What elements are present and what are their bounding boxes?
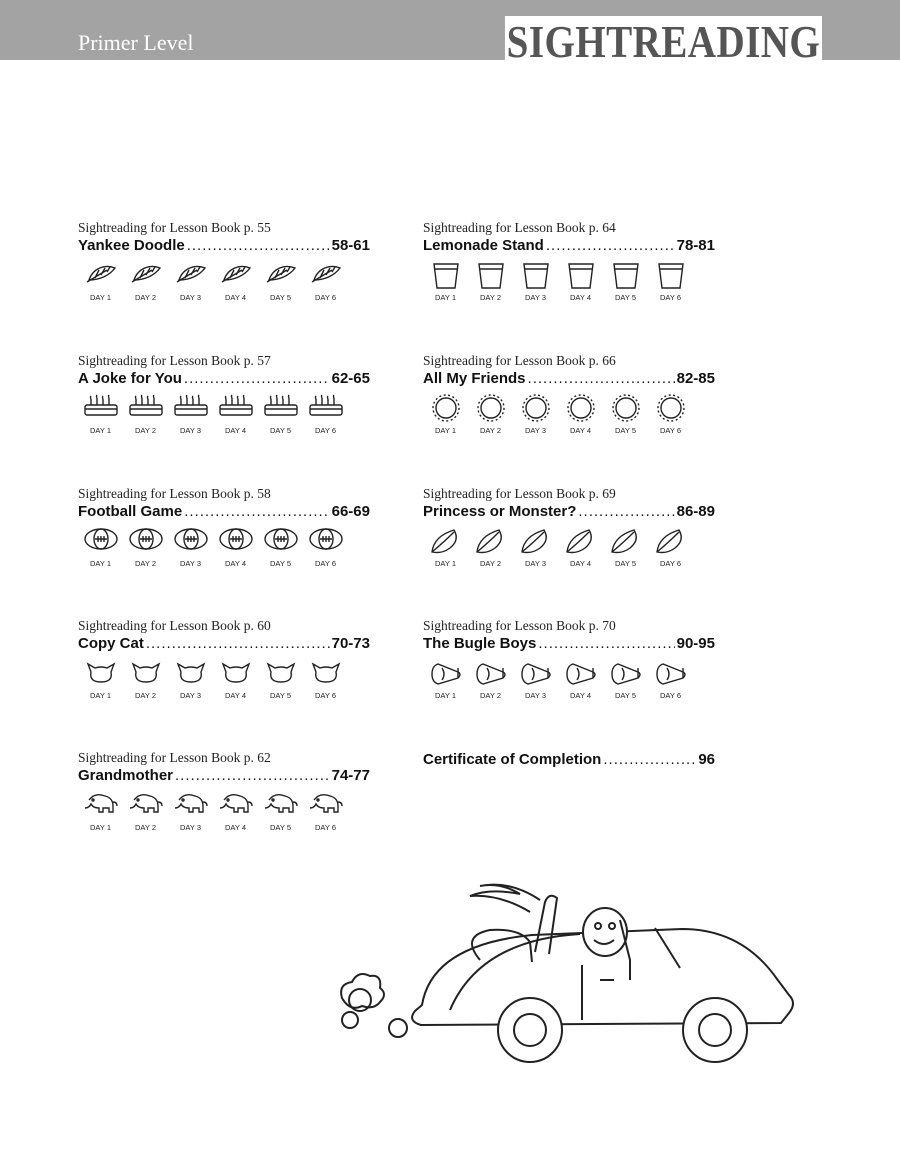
entry-title-line <box>78 502 370 522</box>
cup-icon <box>518 260 554 290</box>
piece-title: Grandmother <box>78 767 174 784</box>
day-checkbox[interactable] <box>648 658 693 700</box>
elephant-icon <box>128 790 164 820</box>
cup-icon <box>428 260 464 290</box>
day-checkbox[interactable] <box>468 658 513 700</box>
leader-dots <box>184 502 329 522</box>
practice-days <box>78 526 370 568</box>
bugle-icon <box>428 658 464 688</box>
day-label: DAY 5 <box>270 559 291 568</box>
day-checkbox[interactable] <box>513 393 558 435</box>
day-label: DAY 5 <box>615 426 636 435</box>
day-label: DAY 3 <box>180 823 201 832</box>
entry-title-line <box>423 236 715 256</box>
day-checkbox[interactable] <box>78 393 123 435</box>
day-checkbox[interactable] <box>78 526 123 568</box>
day-checkbox[interactable] <box>123 526 168 568</box>
cup-icon <box>563 260 599 290</box>
leaf-icon <box>518 526 554 556</box>
day-label: DAY 2 <box>480 293 501 302</box>
day-label: DAY 6 <box>660 691 681 700</box>
day-checkbox[interactable] <box>213 790 258 832</box>
day-checkbox[interactable] <box>258 658 303 700</box>
day-checkbox[interactable] <box>303 658 348 700</box>
day-checkbox[interactable] <box>168 526 213 568</box>
leader-dots <box>528 369 675 389</box>
bugle-icon <box>473 658 509 688</box>
day-label: DAY 2 <box>135 823 156 832</box>
day-checkbox[interactable] <box>123 790 168 832</box>
piece-title: All My Friends <box>423 370 526 387</box>
contents-entry[interactable] <box>423 618 715 700</box>
piece-title: Copy Cat <box>78 635 144 652</box>
day-checkbox[interactable] <box>468 526 513 568</box>
elephant-icon <box>83 790 119 820</box>
day-checkbox[interactable] <box>78 790 123 832</box>
day-label: DAY 3 <box>525 293 546 302</box>
page-range: 86-89 <box>676 503 715 520</box>
day-checkbox[interactable] <box>648 260 693 302</box>
feather-icon <box>263 260 299 290</box>
elephant-icon <box>263 790 299 820</box>
practice-days <box>78 790 370 832</box>
feather-icon <box>308 260 344 290</box>
lesson-book-reference: Sightreading for Lesson Book p. 62 <box>78 750 271 765</box>
entry-title-line <box>78 236 370 256</box>
day-checkbox[interactable] <box>78 658 123 700</box>
day-checkbox[interactable] <box>603 393 648 435</box>
cat-icon <box>128 658 164 688</box>
day-label: DAY 1 <box>90 426 111 435</box>
cup-icon <box>473 260 509 290</box>
piece-title: Football Game <box>78 503 183 520</box>
leader-dots <box>175 766 330 786</box>
leader-dots <box>187 236 330 256</box>
entry-title-line <box>423 369 715 389</box>
lesson-book-reference: Sightreading for Lesson Book p. 69 <box>423 486 616 501</box>
lesson-book-reference: Sightreading for Lesson Book p. 58 <box>78 486 271 501</box>
cup-icon <box>608 260 644 290</box>
cake-icon <box>218 393 254 423</box>
day-checkbox[interactable] <box>123 658 168 700</box>
day-label: DAY 3 <box>525 691 546 700</box>
football-icon <box>263 526 299 556</box>
leader-dots <box>578 502 674 522</box>
day-checkbox[interactable] <box>303 260 348 302</box>
day-label: DAY 2 <box>135 293 156 302</box>
day-label: DAY 6 <box>315 559 336 568</box>
football-icon <box>218 526 254 556</box>
cake-icon <box>263 393 299 423</box>
day-checkbox[interactable] <box>213 260 258 302</box>
day-label: DAY 4 <box>225 426 246 435</box>
leader-dots <box>146 634 330 654</box>
day-checkbox[interactable] <box>648 393 693 435</box>
day-label: DAY 5 <box>270 823 291 832</box>
day-label: DAY 1 <box>90 559 111 568</box>
contents-entry[interactable] <box>78 486 370 568</box>
day-checkbox[interactable] <box>558 393 603 435</box>
sun-icon <box>473 393 509 423</box>
day-label: DAY 2 <box>135 559 156 568</box>
lesson-book-reference: Sightreading for Lesson Book p. 57 <box>78 353 271 368</box>
practice-days <box>423 526 715 568</box>
elephant-icon <box>308 790 344 820</box>
day-label: DAY 4 <box>570 691 591 700</box>
day-checkbox[interactable] <box>258 790 303 832</box>
page-range: 74-77 <box>331 767 370 784</box>
day-checkbox[interactable] <box>558 658 603 700</box>
cake-icon <box>83 393 119 423</box>
day-label: DAY 5 <box>270 426 291 435</box>
practice-days <box>423 658 715 700</box>
cat-icon <box>308 658 344 688</box>
day-label: DAY 6 <box>315 293 336 302</box>
day-label: DAY 4 <box>570 559 591 568</box>
bugle-icon <box>608 658 644 688</box>
football-icon <box>173 526 209 556</box>
day-checkbox[interactable] <box>513 260 558 302</box>
convertible-car-icon <box>320 870 800 1075</box>
piece-title: A Joke for You <box>78 370 182 387</box>
certificate-title: Certificate of Completion <box>423 751 602 768</box>
day-checkbox[interactable] <box>213 658 258 700</box>
lesson-book-reference: Sightreading for Lesson Book p. 60 <box>78 618 271 633</box>
contents-entry[interactable] <box>78 220 370 302</box>
practice-days <box>78 260 370 302</box>
contents-entry[interactable] <box>78 618 370 700</box>
day-label: DAY 6 <box>315 426 336 435</box>
day-label: DAY 5 <box>615 293 636 302</box>
football-icon <box>128 526 164 556</box>
elephant-icon <box>218 790 254 820</box>
leaf-icon <box>653 526 689 556</box>
day-label: DAY 6 <box>660 293 681 302</box>
day-checkbox[interactable] <box>123 260 168 302</box>
day-checkbox[interactable] <box>603 526 648 568</box>
day-checkbox[interactable] <box>423 526 468 568</box>
bugle-icon <box>518 658 554 688</box>
practice-days <box>78 658 370 700</box>
entry-title-line <box>423 634 715 654</box>
sun-icon <box>608 393 644 423</box>
lesson-book-reference: Sightreading for Lesson Book p. 70 <box>423 618 616 633</box>
day-checkbox[interactable] <box>603 658 648 700</box>
day-checkbox[interactable] <box>648 526 693 568</box>
leader-dots <box>538 634 674 654</box>
day-checkbox[interactable] <box>303 790 348 832</box>
day-checkbox[interactable] <box>468 393 513 435</box>
day-label: DAY 6 <box>660 559 681 568</box>
lesson-book-reference: Sightreading for Lesson Book p. 55 <box>78 220 271 235</box>
piece-title: Yankee Doodle <box>78 237 185 254</box>
day-label: DAY 3 <box>525 426 546 435</box>
sun-icon <box>653 393 689 423</box>
day-checkbox[interactable] <box>213 526 258 568</box>
day-checkbox[interactable] <box>258 526 303 568</box>
day-checkbox[interactable] <box>168 393 213 435</box>
lesson-book-reference: Sightreading for Lesson Book p. 64 <box>423 220 616 235</box>
bugle-icon <box>563 658 599 688</box>
elephant-icon <box>173 790 209 820</box>
day-label: DAY 4 <box>225 691 246 700</box>
leaf-icon <box>563 526 599 556</box>
feather-icon <box>128 260 164 290</box>
day-label: DAY 2 <box>135 426 156 435</box>
cake-icon <box>308 393 344 423</box>
day-label: DAY 1 <box>435 293 456 302</box>
day-checkbox[interactable] <box>423 658 468 700</box>
day-label: DAY 2 <box>480 559 501 568</box>
certificate-pages: 96 <box>698 751 715 768</box>
contents-entry[interactable] <box>423 486 715 568</box>
entry-title-line <box>78 766 370 786</box>
sun-icon <box>518 393 554 423</box>
day-checkbox[interactable] <box>423 393 468 435</box>
day-checkbox[interactable] <box>78 260 123 302</box>
day-label: DAY 1 <box>435 559 456 568</box>
day-checkbox[interactable] <box>423 260 468 302</box>
day-checkbox[interactable] <box>558 260 603 302</box>
header-bar <box>0 0 900 67</box>
cat-icon <box>218 658 254 688</box>
football-icon <box>308 526 344 556</box>
day-checkbox[interactable] <box>258 393 303 435</box>
day-checkbox[interactable] <box>258 260 303 302</box>
practice-days <box>423 393 715 435</box>
cat-icon <box>263 658 299 688</box>
sun-icon <box>563 393 599 423</box>
day-checkbox[interactable] <box>558 526 603 568</box>
day-checkbox[interactable] <box>168 790 213 832</box>
certificate-entry[interactable] <box>423 750 715 770</box>
page-title: SIGHTREADING <box>506 16 821 67</box>
day-checkbox[interactable] <box>168 658 213 700</box>
day-label: DAY 2 <box>135 691 156 700</box>
leader-dots <box>184 369 330 389</box>
page-range: 58-61 <box>331 237 370 254</box>
feather-icon <box>173 260 209 290</box>
day-label: DAY 5 <box>270 293 291 302</box>
leaf-icon <box>473 526 509 556</box>
day-label: DAY 3 <box>180 559 201 568</box>
day-label: DAY 3 <box>180 426 201 435</box>
day-label: DAY 3 <box>525 559 546 568</box>
cake-icon <box>128 393 164 423</box>
day-label: DAY 1 <box>435 426 456 435</box>
lesson-book-reference: Sightreading for Lesson Book p. 66 <box>423 353 616 368</box>
day-checkbox[interactable] <box>468 260 513 302</box>
feather-icon <box>83 260 119 290</box>
cake-icon <box>173 393 209 423</box>
day-label: DAY 4 <box>570 426 591 435</box>
leaf-icon <box>608 526 644 556</box>
cup-icon <box>653 260 689 290</box>
day-checkbox[interactable] <box>513 658 558 700</box>
day-label: DAY 4 <box>225 293 246 302</box>
contents-entry[interactable] <box>423 220 715 302</box>
piece-title: The Bugle Boys <box>423 635 537 652</box>
piece-title: Lemonade Stand <box>423 237 544 254</box>
bugle-icon <box>653 658 689 688</box>
page-range: 90-95 <box>676 635 715 652</box>
contents-entry[interactable] <box>78 353 370 435</box>
day-checkbox[interactable] <box>513 526 558 568</box>
day-label: DAY 2 <box>480 426 501 435</box>
day-checkbox[interactable] <box>303 526 348 568</box>
day-checkbox[interactable] <box>603 260 648 302</box>
day-label: DAY 3 <box>180 691 201 700</box>
day-label: DAY 1 <box>90 823 111 832</box>
piece-title: Princess or Monster? <box>423 503 577 520</box>
page-range: 82-85 <box>676 370 715 387</box>
day-label: DAY 5 <box>615 691 636 700</box>
cat-icon <box>83 658 119 688</box>
page-range: 78-81 <box>676 237 715 254</box>
day-label: DAY 6 <box>660 426 681 435</box>
day-label: DAY 6 <box>315 691 336 700</box>
day-label: DAY 4 <box>225 559 246 568</box>
day-label: DAY 5 <box>615 559 636 568</box>
day-label: DAY 6 <box>315 823 336 832</box>
day-label: DAY 1 <box>435 691 456 700</box>
practice-days <box>78 393 370 435</box>
day-checkbox[interactable] <box>303 393 348 435</box>
day-checkbox[interactable] <box>213 393 258 435</box>
practice-days <box>423 260 715 302</box>
cat-icon <box>173 658 209 688</box>
feather-icon <box>218 260 254 290</box>
contents-entry[interactable] <box>423 353 715 435</box>
football-icon <box>83 526 119 556</box>
sun-icon <box>428 393 464 423</box>
leaf-icon <box>428 526 464 556</box>
day-label: DAY 4 <box>225 823 246 832</box>
day-label: DAY 1 <box>90 293 111 302</box>
day-label: DAY 1 <box>90 691 111 700</box>
day-label: DAY 5 <box>270 691 291 700</box>
entry-title-line <box>78 634 370 654</box>
contents-entry[interactable] <box>78 750 370 832</box>
page-range: 66-69 <box>331 503 370 520</box>
day-checkbox[interactable] <box>168 260 213 302</box>
entry-title-line <box>423 502 715 522</box>
day-checkbox[interactable] <box>123 393 168 435</box>
day-label: DAY 4 <box>570 293 591 302</box>
leader-dots <box>546 236 675 256</box>
level-label: Primer Level <box>78 30 194 55</box>
day-label: DAY 3 <box>180 293 201 302</box>
page-range: 62-65 <box>331 370 370 387</box>
leader-dots <box>603 750 696 770</box>
entry-title-line <box>78 369 370 389</box>
day-label: DAY 2 <box>480 691 501 700</box>
page-range: 70-73 <box>331 635 370 652</box>
